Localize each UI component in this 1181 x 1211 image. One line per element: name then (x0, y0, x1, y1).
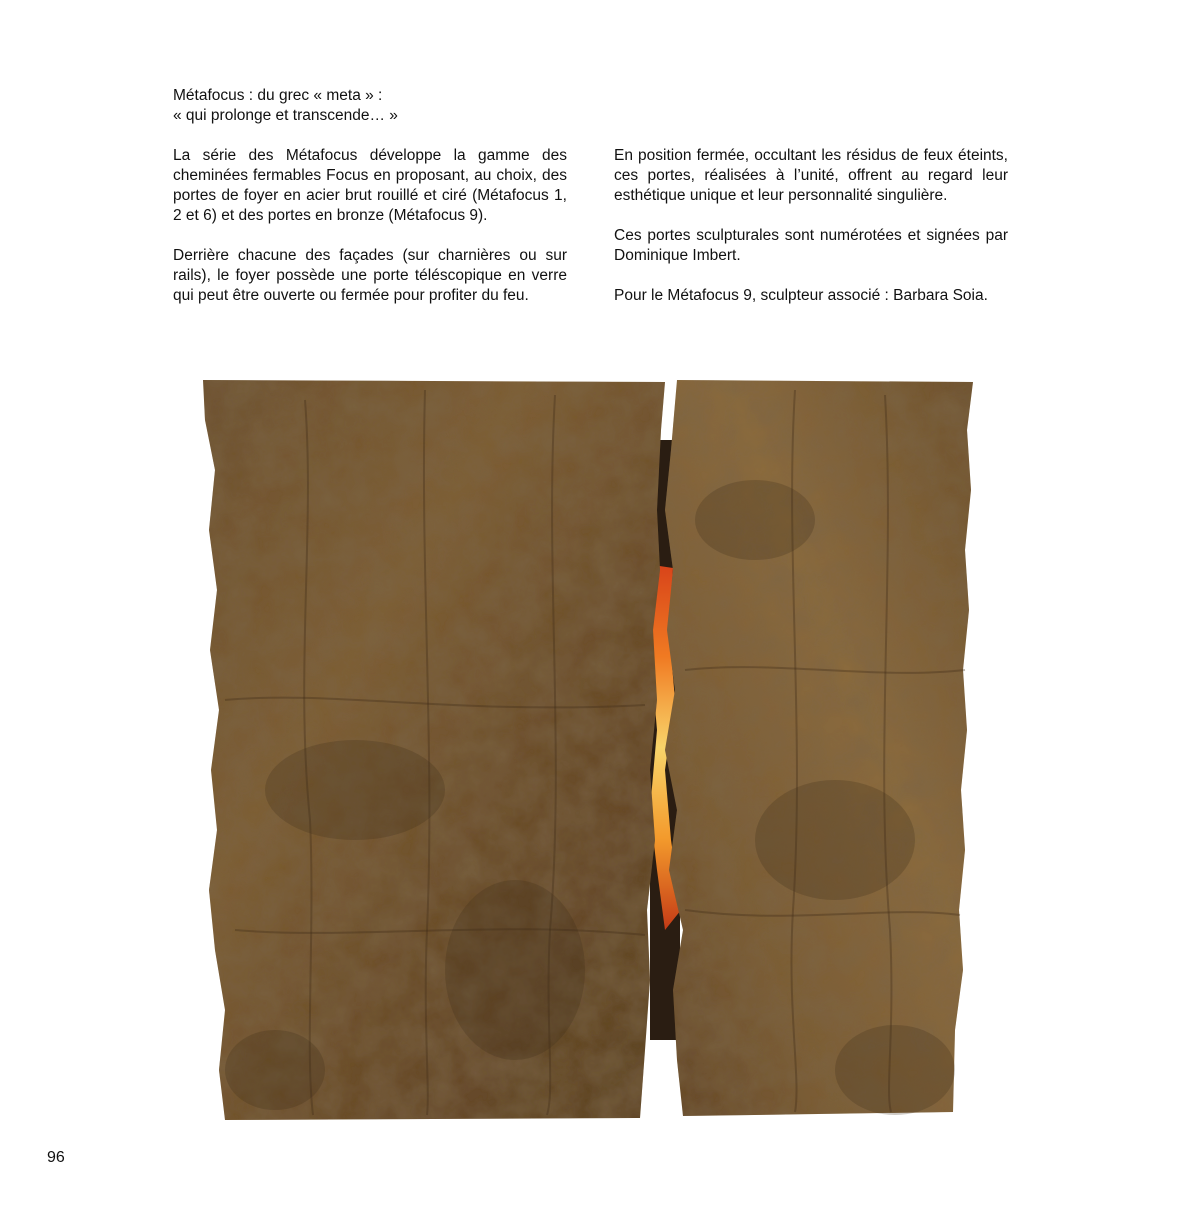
page-number: 96 (47, 1149, 65, 1166)
intro-block (173, 86, 593, 126)
right-paragraph-1: En position fermée, occultant les résidus de feux éteints, ces portes, réalisées à l’unité, offrent au regard leur esthétique unique et leur personnalité singulière. (614, 147, 1008, 204)
right-column (614, 146, 1008, 326)
right-paragraph-3: Pour le Métafocus 9, sculpteur associé : Barbara Soia. (614, 287, 988, 304)
intro-line-2: « qui prolonge et transcende… » (173, 107, 398, 124)
metafocus-doors-photo (195, 370, 985, 1130)
left-paragraph-2: Derrière chacune des façades (sur charnières ou sur rails), le foyer possède une porte téléscopique en verre qui peut être ouverte ou fermée pour profiter du feu. (173, 247, 567, 304)
left-paragraph-1: La série des Métafocus développe la gamme des cheminées fermables Focus en proposant, au choix, des portes de foyer en acier brut rouillé et ciré (Métafocus 1, 2 et 6) et des portes en bronze (Métafocus 9). (173, 147, 567, 224)
left-column (173, 146, 567, 326)
right-paragraph-2: Ces portes sculpturales sont numérotées et signées par Dominique Imbert. (614, 227, 1008, 264)
intro-line-1: Métafocus : du grec « meta » : (173, 87, 383, 104)
right-door-panel (665, 380, 973, 1116)
left-door-panel (203, 380, 665, 1120)
